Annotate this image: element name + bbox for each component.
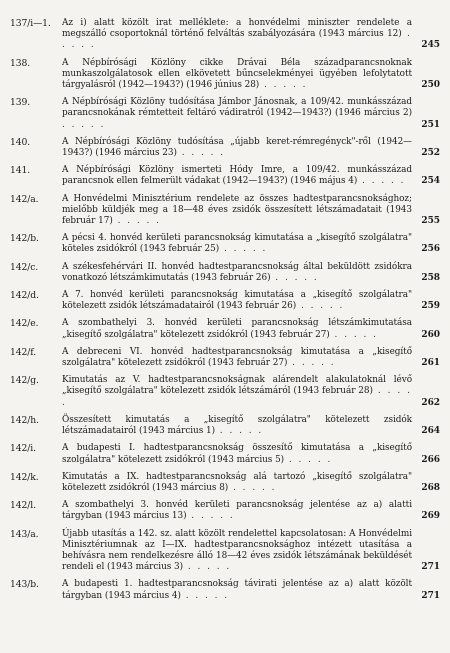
leader-dots: . . . . . xyxy=(183,562,232,573)
leader-dots: . . . . . xyxy=(287,358,336,369)
entry-description xyxy=(62,414,440,437)
page-number: 266 xyxy=(421,454,440,465)
entry-description xyxy=(62,500,440,522)
entry-number: 142/e. xyxy=(10,318,39,330)
entry-number: 142/g. xyxy=(10,375,39,387)
leader-dots: . . . . . xyxy=(219,244,268,255)
toc-entry xyxy=(10,233,440,255)
entry-description xyxy=(62,290,440,312)
toc-entry xyxy=(10,346,440,369)
leader-dots: . . . . . xyxy=(112,216,161,227)
entry-description xyxy=(62,97,440,131)
page-number: 262 xyxy=(421,397,440,408)
toc-entry xyxy=(10,18,440,52)
page-number: 260 xyxy=(421,329,440,340)
page-number: 264 xyxy=(421,426,440,437)
toc-entry xyxy=(10,579,440,601)
entry-description xyxy=(62,471,440,494)
entry-text: A 7. honvéd kerületi parancsnokság kimutatása a „kisegítő szolgálatra" kötelezett zsidók létszámadatairól (1943 február 26) xyxy=(62,290,412,312)
page-number: 254 xyxy=(421,176,440,187)
entry-number: 142/b. xyxy=(10,233,39,245)
leader-dots: . . . . . xyxy=(357,176,406,187)
entry-text: Újabb utasítás a 142. sz. alatt közölt rendelettel kapcsolatosan: A Honvédelmi Minisztériumnak az I—IX. hadtestparancsnoksághoz intézett utasítása a behívásra nem rendelkezésre álló 18—42 éves zsidók létszámának beküldését rendeli el (1943 március 3) xyxy=(62,528,412,573)
entry-description xyxy=(62,528,440,574)
page-number: 252 xyxy=(421,148,440,159)
toc-entry xyxy=(10,165,440,187)
entry-text: A Népbírósági Közlöny cikke Drávai Béla századparancsnoknak munkaszolgálatosok ellen elkövetett bűncselekményei ügyében lefolytatott tárgyalásról (1942—1943?) (1946 június 28) xyxy=(62,57,412,91)
toc-entry xyxy=(10,443,440,465)
page-number: 245 xyxy=(421,40,440,51)
entry-text: Kimutatás a IX. hadtestparancsnokság alá tartozó „kisegítő szolgálatra" kötelezett zsidókról (1943 március 8) xyxy=(62,471,412,493)
leader-dots: . . . . . xyxy=(329,329,378,340)
entry-number: 142/f. xyxy=(10,346,37,358)
page-number: 258 xyxy=(421,272,440,283)
entry-description xyxy=(62,233,440,255)
leader-dots: . . . . . xyxy=(62,119,106,130)
entry-description xyxy=(62,136,440,159)
page-number: 259 xyxy=(421,301,440,312)
leader-dots: . . . . . xyxy=(296,301,345,312)
entry-text: A székesfehérvári II. honvéd hadtestparancsnokság által beküldött zsidókra vonatkozó létszámkimutatás (1943 február 26) xyxy=(62,261,412,283)
entry-text: A debreceni VI. honvéd hadtestparancsnokság kimutatása a „kisegítő szolgálatra" kötelezett zsidókról (1943 február 27) xyxy=(62,346,412,369)
entry-number: 142/i. xyxy=(10,443,36,455)
leader-dots: . . . . . xyxy=(186,511,235,522)
entry-number: 139. xyxy=(10,97,31,109)
entry-text: A pécsi 4. honvéd kerületi parancsnokság kimutatása a „kisegítő szolgálatra" köteles zsidókról (1943 február 25) xyxy=(62,233,412,255)
page-number: 255 xyxy=(421,216,440,227)
entry-number: 143/a. xyxy=(10,528,39,540)
leader-dots: . . . . . xyxy=(62,386,412,408)
entry-text: A Népbírósági Közlöny tudósítása Jámbor Jánosnak, a 109/42. munkásszázad parancsnokának rémtetteit feltáró vádiratról (1942—1943?) (1946 március 2) xyxy=(62,97,412,119)
toc-entry xyxy=(10,136,440,159)
page-number: 261 xyxy=(421,358,440,369)
entry-number: 137/i—1. xyxy=(10,18,51,29)
toc-entry xyxy=(10,528,440,574)
page-number: 269 xyxy=(421,511,440,522)
leader-dots: . . . . . xyxy=(214,426,264,437)
entry-text: A budapesti I. hadtestparancsnokság összesítő kimutatása a „kisegítő szolgálatra" kötelezett zsidókról (1943 március 5) xyxy=(62,443,412,465)
toc-entry xyxy=(10,193,440,228)
page-number: 271 xyxy=(421,562,440,573)
toc-entry xyxy=(10,414,440,437)
leader-dots: . . . . . xyxy=(228,482,277,493)
entry-description xyxy=(62,193,440,228)
leader-dots: . . . . . xyxy=(176,148,226,159)
entry-number: 142/k. xyxy=(10,471,39,483)
entry-description xyxy=(62,375,440,409)
entry-text: A budapesti 1. hadtestparancsnokság távirati jelentése az a) alatt közölt tárgyban (1943 március 4) xyxy=(62,579,412,601)
leader-dots: . . . . . xyxy=(284,454,333,465)
toc-entry xyxy=(10,500,440,522)
entry-description xyxy=(62,18,440,52)
page-number: 250 xyxy=(421,80,440,91)
toc-entry xyxy=(10,261,440,284)
entry-number: 142/a. xyxy=(10,193,39,205)
toc-entry xyxy=(10,97,440,131)
entry-number: 142/c. xyxy=(10,261,39,273)
entry-number: 141. xyxy=(10,165,31,177)
page-number: 256 xyxy=(421,244,440,255)
leader-dots: . . . . . xyxy=(259,80,308,91)
entry-number: 140. xyxy=(10,136,31,148)
entry-text: A Népbírósági Közlöny ismerteti Hódy Imre, a 109/42. munkásszázad parancsnok ellen felmerült vádakat (1942—1943?) (1946 május 4) xyxy=(62,165,412,187)
entry-text: A szombathelyi 3. honvéd kerületi parancsnokság létszámkimutatása „kisegítő szolgálatra" kötelezett zsidókról (1943 február 27) xyxy=(62,318,412,340)
leader-dots: . . . . . xyxy=(180,590,230,601)
entry-description xyxy=(62,165,440,187)
entry-number: 142/d. xyxy=(10,290,39,302)
toc-entry xyxy=(10,57,440,92)
entry-text: Az i) alatt közölt irat melléklete: a honvédelmi miniszter rendelete a megszálló csoportoknál történő felváltás szabályozására (1943 március 12) xyxy=(62,18,412,40)
toc-entry xyxy=(10,375,440,409)
entry-description xyxy=(62,57,440,92)
entry-text: Kimutatás az V. hadtestparancsnokságnak alárendelt alakulatoknál lévő „kisegítő szolgálatra" kötelezett zsidók létszámáról (1943 február 28) xyxy=(62,375,412,397)
toc-entry xyxy=(10,318,440,340)
entry-text: Összesített kimutatás a „kisegítő szolgálatra" kötelezett zsidók létszámadatairól (1943 március 1) xyxy=(62,414,412,437)
entry-description xyxy=(62,261,440,284)
toc-entry xyxy=(10,290,440,312)
entry-text: A Népbírósági Közlöny tudósítása „újabb keret-rémregényck"-ről (1942—1943?) (1946 március 23) xyxy=(62,136,412,159)
entry-description xyxy=(62,318,440,340)
toc-entry xyxy=(10,471,440,494)
entry-text: A Honvédelmi Minisztérium rendelete az összes hadtestparancsnoksághoz; mielőbb küldjék meg a 18—48 éves zsidók összesített létszámadatait (1943 február 17) xyxy=(62,193,412,227)
entry-number: 142/h. xyxy=(10,414,39,426)
page-number: 251 xyxy=(421,119,440,130)
entry-number: 143/b. xyxy=(10,579,39,591)
entry-number: 138. xyxy=(10,57,31,69)
entry-description xyxy=(62,579,440,601)
entry-description xyxy=(62,346,440,369)
page-number: 268 xyxy=(421,482,440,493)
entry-number: 142/l. xyxy=(10,500,36,512)
entry-description xyxy=(62,443,440,465)
leader-dots: . . . . . xyxy=(62,29,412,51)
entry-text: A szombathelyi 3. honvéd kerületi parancsnokság jelentése az a) alatti tárgyban (1943 március 13) xyxy=(62,500,412,522)
page-number: 271 xyxy=(421,590,440,601)
leader-dots: . . . . . xyxy=(270,272,319,283)
